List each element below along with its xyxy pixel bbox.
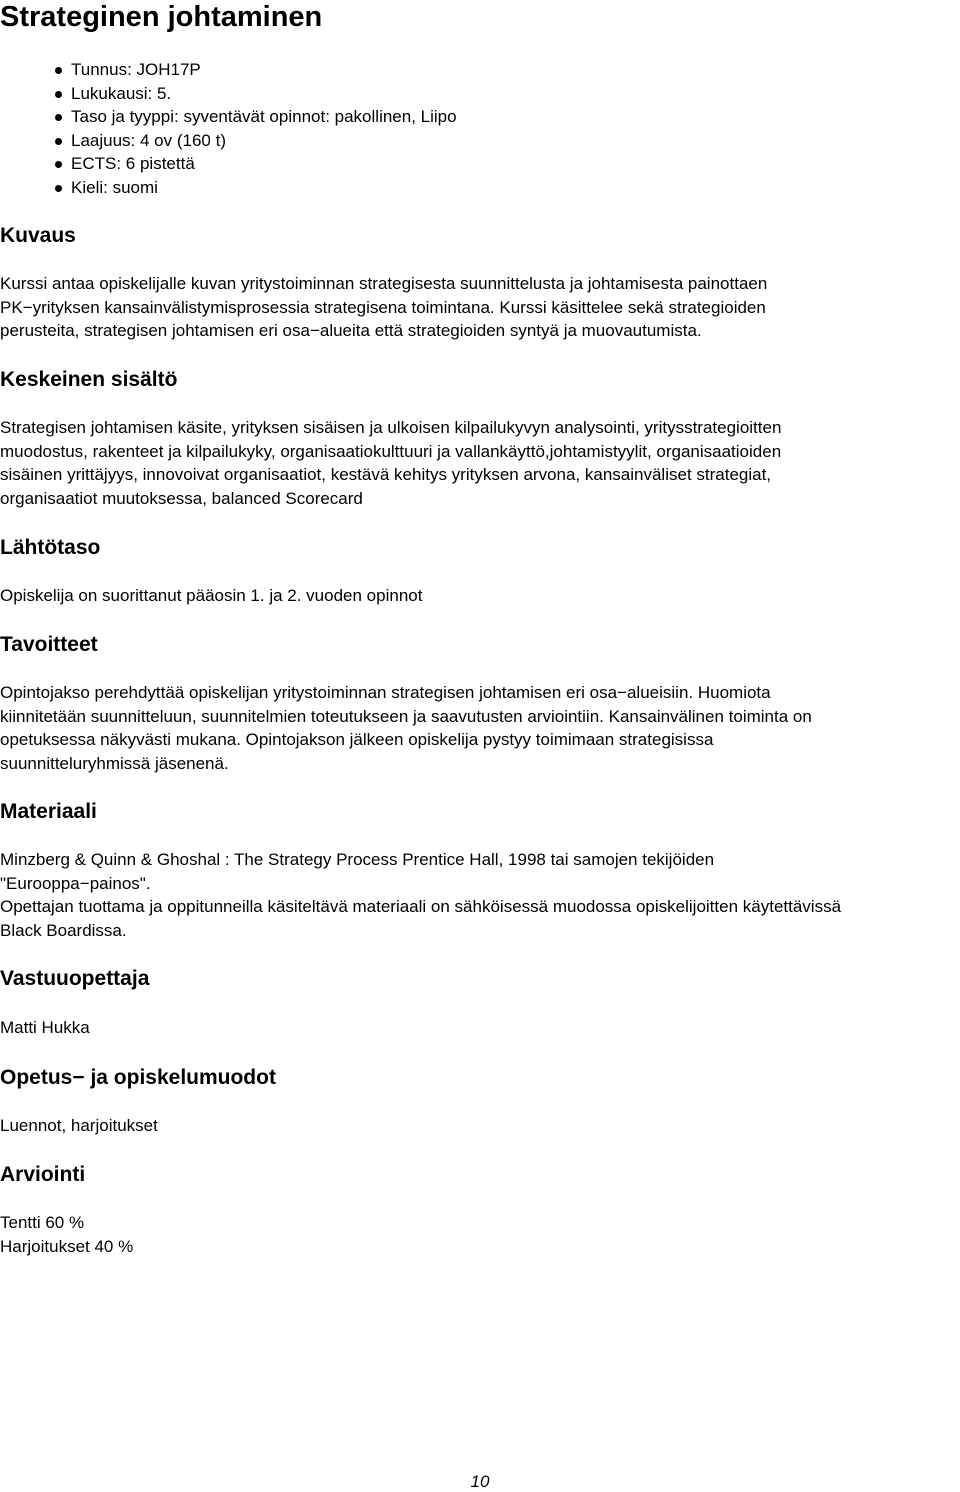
text-line: PK−yrityksen kansainvälistymisprosessia strategisena toimintana. Kurssi käsittelee sekä strategioiden: [0, 297, 766, 317]
text-line: perusteita, strategisen johtamisen eri osa−alueita että strategioiden syntyä ja muovautumista.: [0, 321, 702, 340]
meta-code: Tunnus: JOH17P: [54, 58, 457, 82]
section-body-tavoitteet: [0, 681, 960, 775]
meta-ects: ECTS: 6 pistettä: [54, 152, 457, 176]
text-line: Strategisen johtamisen käsite, yrityksen sisäisen ja ulkoisen kilpailukyvyn analysointi, yritysstrategioitten: [0, 418, 782, 437]
page-title: Strateginen johtaminen: [0, 1, 323, 33]
text-line: organisaatiot muutoksessa, balanced Scorecard: [0, 488, 363, 508]
section-heading-kuvaus: Kuvaus: [0, 224, 76, 247]
page-number: 10: [470, 1472, 490, 1491]
text-line: opetuksessa näkyvästi mukana. Opintojakson jälkeen opiskelija pystyy toimimaan strategisissa: [0, 730, 714, 749]
meta-scope: Laajuus: 4 ov (160 t): [54, 129, 457, 153]
section-heading-tavoitteet: Tavoitteet: [0, 633, 98, 656]
text-line: Tentti 60 %: [0, 1213, 85, 1232]
section-heading-vastuuopettaja: Vastuuopettaja: [0, 967, 150, 990]
meta-level-type: Taso ja tyyppi: syventävät opinnot: pakollinen, Liipo: [54, 105, 457, 129]
text-line: Kurssi antaa opiskelijalle kuvan yritystoiminnan strategisesta suunnittelusta ja johtamisesta painottaen: [0, 274, 768, 293]
meta-language: Kieli: suomi: [54, 176, 457, 200]
section-body-materiaali: [0, 848, 960, 942]
text-line: sisäinen yrittäjyys, innovoivat organisaatiot, kestävä kehitys yrityksen arvona, kansainväliset strategiat,: [0, 465, 772, 484]
section-body-arviointi: [0, 1211, 960, 1258]
text-line: muodostus, rakenteet ja kilpailukyky, organisaatiokulttuuri ja vallankäyttö,johtamistyylit, organisaatioiden: [0, 441, 782, 461]
section-body-sisalto: [0, 416, 960, 510]
text-line: Harjoitukset 40 %: [0, 1236, 134, 1256]
section-body-opetusmuodot: [0, 1114, 960, 1138]
text-line: Minzberg & Quinn & Ghoshal : The Strategy Process Prentice Hall, 1998 tai samojen tekijöiden: [0, 850, 715, 869]
section-heading-sisalto: Keskeinen sisältö: [0, 368, 178, 391]
section-body-vastuuopettaja: [0, 1016, 960, 1040]
section-body-lahtotaso: [0, 584, 960, 608]
text-line: Luennot, harjoitukset: [0, 1116, 158, 1135]
section-heading-opetusmuodot: Opetus− ja opiskelumuodot: [0, 1066, 276, 1089]
text-line: Opettajan tuottama ja oppitunneilla käsiteltävä materiaali on sähköisessä muodossa opiskelijoitten käytettävissä: [0, 897, 842, 916]
text-line: Opintojakso perehdyttää opiskelijan yritystoiminnan strategisen johtamisen eri osa−alueisiin. Huomiota: [0, 683, 771, 702]
course-meta-list: [54, 58, 457, 199]
section-heading-materiaali: Materiaali: [0, 800, 97, 823]
section-heading-arviointi: Arviointi: [0, 1163, 86, 1186]
text-line: kiinnitetään suunnitteluun, suunnitelmien toteutukseen ja saavutusten arviointiin. Kansainvälinen toiminta on: [0, 706, 812, 726]
section-heading-lahtotaso: Lähtötaso: [0, 536, 101, 559]
text-line: suunnitteluryhmissä jäsenenä.: [0, 753, 229, 773]
meta-semester: Lukukausi: 5.: [54, 82, 457, 106]
text-line: Matti Hukka: [0, 1018, 90, 1037]
text-line: "Eurooppa−painos".: [0, 873, 151, 893]
text-line: Opiskelija on suorittanut pääosin 1. ja 2. vuoden opinnot: [0, 586, 423, 605]
text-line: Black Boardissa.: [0, 920, 127, 940]
section-body-kuvaus: [0, 272, 960, 343]
